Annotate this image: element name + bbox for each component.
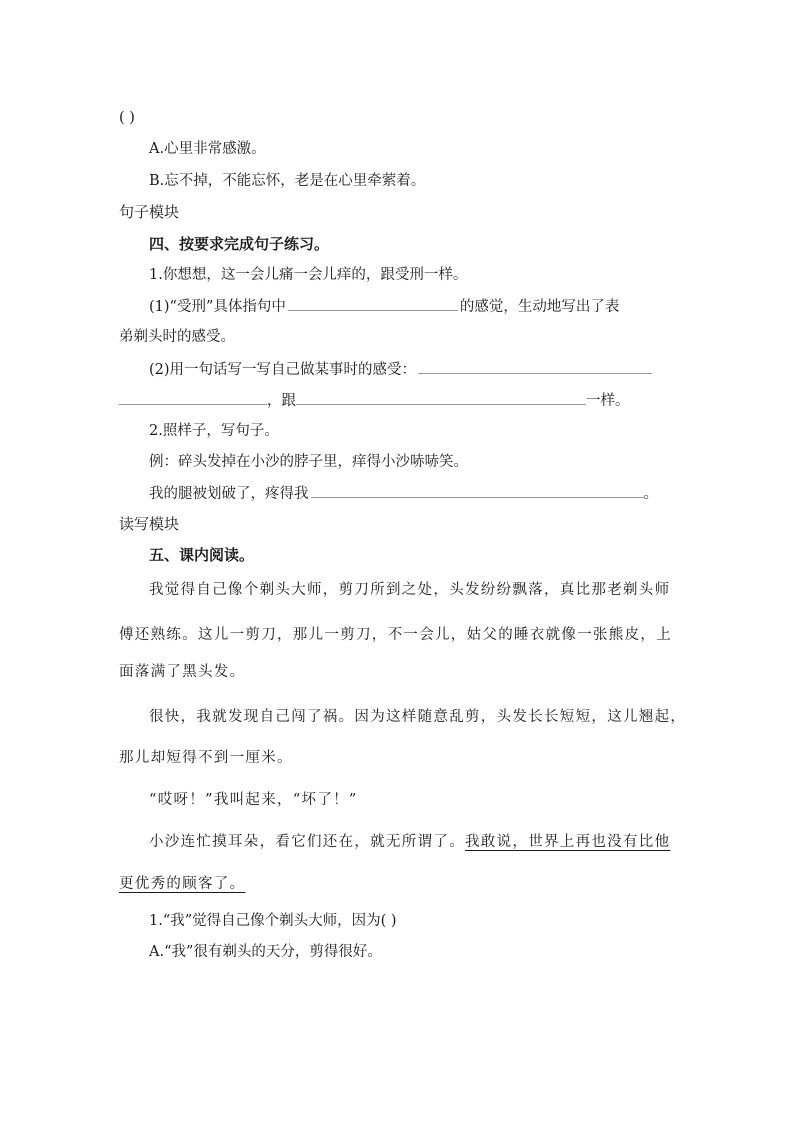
module-title-reading: 读写模块	[119, 515, 180, 533]
passage-p1-line3: 面落满了黑头发。	[119, 664, 246, 680]
answer-blank-2[interactable]	[418, 359, 652, 374]
q2-example: 例：碎头发掉在小沙的脖子里，痒得小沙哧哧笑。	[149, 454, 468, 470]
q1-sub1-after: 的感觉，生动地写出了表	[459, 299, 620, 315]
q1-sub1-cont: 弟剃头时的感受。	[119, 329, 235, 345]
reading-q1-option-a: A.“我”很有剃头的天分，剪得很好。	[149, 944, 382, 960]
section-title-5: 五、课内阅读。	[149, 546, 255, 564]
passage-p4-line1	[149, 832, 670, 852]
q1-sub2-mid: ，跟	[267, 393, 296, 409]
answer-blank-4[interactable]	[296, 390, 586, 405]
passage-p1-line1: 我觉得自己像个剃头大师，剪刀所到之处，头发纷纷飘落，真比那老剃头师	[149, 582, 671, 598]
q1-sub2	[149, 359, 652, 380]
q1-stem: 1.你想想，这一会儿痛一会儿痒的，跟受刑一样。	[149, 267, 468, 283]
q1-sub1-before: (1)“受刑”具体指句中	[149, 299, 286, 315]
passage-p3: “哎呀！”我叫起来，“坏了！”	[149, 792, 358, 808]
passage-p1-line2: 傅还熟练。这儿一剪刀，那儿一剪刀，不一会儿，姑父的睡衣就像一张熊皮，上	[119, 627, 672, 643]
option-label: A.	[149, 141, 165, 157]
q2-prompt-text: 我的腿被划破了，疼得我	[149, 486, 309, 502]
q1-sub2-cont	[119, 390, 630, 411]
option-label: B.	[149, 173, 165, 189]
underlined-sentence-cont: 更优秀的顾客了。	[119, 876, 246, 892]
answer-blank-5[interactable]	[311, 483, 644, 498]
passage-p2-line2: 那儿却短得不到一厘米。	[119, 750, 293, 766]
module-title-sentence: 句子模块	[119, 203, 180, 221]
option-text: 忘不掉，不能忘怀，老是在心里牵萦着。	[164, 173, 426, 189]
answer-blank-3[interactable]	[119, 390, 267, 405]
q2-stem: 2.照样子，写句子。	[149, 423, 279, 439]
q1-sub2-before: (2)用一句话写一写自己做某事时的感受：	[149, 362, 417, 378]
passage-p4-line2	[119, 874, 245, 894]
answer-blank-1[interactable]	[288, 296, 458, 311]
option-a	[149, 139, 266, 159]
reading-q1-stem: 1.“我”觉得自己像个剃头大师，因为( )	[149, 913, 397, 929]
q1-sub1	[149, 296, 619, 317]
passage-p2-line1: 很快，我就发现自己闯了祸。因为这样随意乱剪，头发长长短短，这儿翘起，	[149, 709, 687, 725]
q1-sub2-after: 一样。	[586, 393, 630, 409]
passage-p4-plain: 小沙连忙摸耳朵，看它们还在，就无所谓了。	[149, 834, 465, 850]
answer-paren: ( )	[119, 110, 135, 126]
q2-end: 。	[643, 486, 658, 502]
option-text: 心里非常感激。	[164, 141, 266, 157]
option-b	[149, 171, 425, 191]
section-title-4: 四、按要求完成句子练习。	[149, 235, 330, 253]
underlined-sentence: 我敢说，世界上再也没有比他	[465, 834, 671, 850]
q2-prompt	[149, 483, 658, 504]
